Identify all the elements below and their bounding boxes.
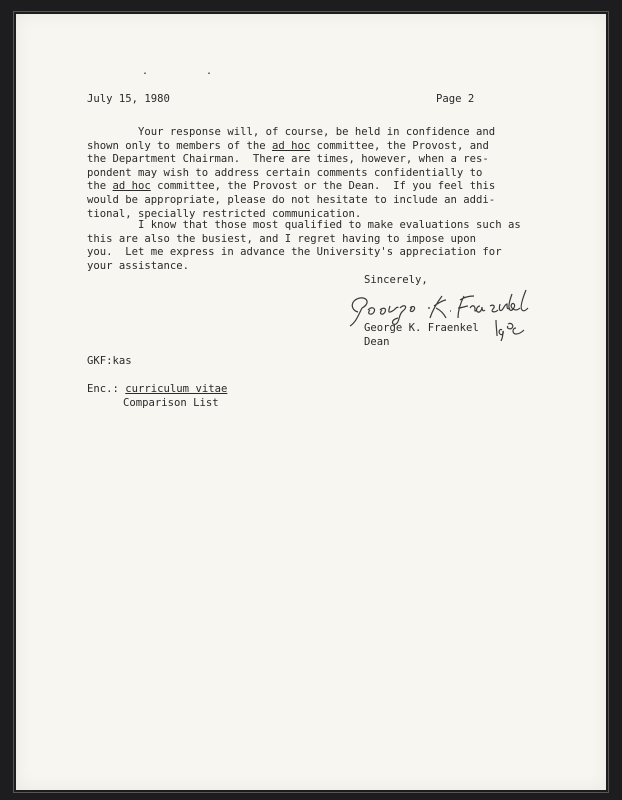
enclosure-label: Enc.: bbox=[87, 383, 126, 395]
reference-initials: GKF:kas bbox=[87, 355, 132, 367]
underlined-term: ad hoc bbox=[271, 139, 311, 152]
text-line bbox=[87, 126, 495, 140]
text-segment: shown only to members of the bbox=[87, 139, 272, 152]
paragraph-appreciation bbox=[87, 219, 521, 273]
letter-date: July 15, 1980 bbox=[87, 93, 170, 105]
text-line bbox=[87, 153, 495, 167]
paragraph-confidentiality bbox=[87, 126, 495, 221]
text-line bbox=[87, 194, 495, 208]
text-line bbox=[87, 180, 495, 194]
signatory-title: Dean bbox=[364, 336, 390, 348]
stray-marks: . . bbox=[142, 66, 239, 77]
enclosure-item-cv: curriculum vitae bbox=[125, 383, 228, 395]
closing-salutation: Sincerely, bbox=[364, 274, 428, 286]
text-segment: tional, specially restricted communication. bbox=[87, 207, 362, 220]
text-line: I know that those most qualified to make evaluations such as bbox=[87, 219, 521, 231]
text-segment: committee, the Provost or the Dean. If you feel this bbox=[150, 180, 496, 193]
text-line: this are also the busiest, and I regret having to impose upon bbox=[87, 232, 477, 245]
enclosure-line bbox=[87, 383, 227, 397]
text-segment: pondent may wish to address certain comments confidentially to bbox=[87, 166, 483, 179]
text-segment: Your response will, of course, be held in confidence and bbox=[87, 126, 496, 138]
signatory-name: George K. Fraenkel bbox=[364, 322, 479, 334]
text-segment: the bbox=[87, 180, 113, 193]
text-line bbox=[87, 167, 495, 181]
text-segment: committee, the Provost, and bbox=[310, 139, 489, 152]
text-line: you. Let me express in advance the University's appreciation for bbox=[87, 246, 502, 259]
text-segment: would be appropriate, please do not hesitate to include an addi- bbox=[87, 193, 496, 206]
text-segment: the Department Chairman. There are times, however, when a res- bbox=[87, 153, 489, 166]
text-line: your assistance. bbox=[87, 259, 190, 272]
underlined-term: ad hoc bbox=[112, 180, 151, 193]
enclosure-item-comparison: Comparison List bbox=[123, 397, 219, 409]
text-line bbox=[87, 140, 495, 154]
page-number: Page 2 bbox=[436, 93, 475, 105]
